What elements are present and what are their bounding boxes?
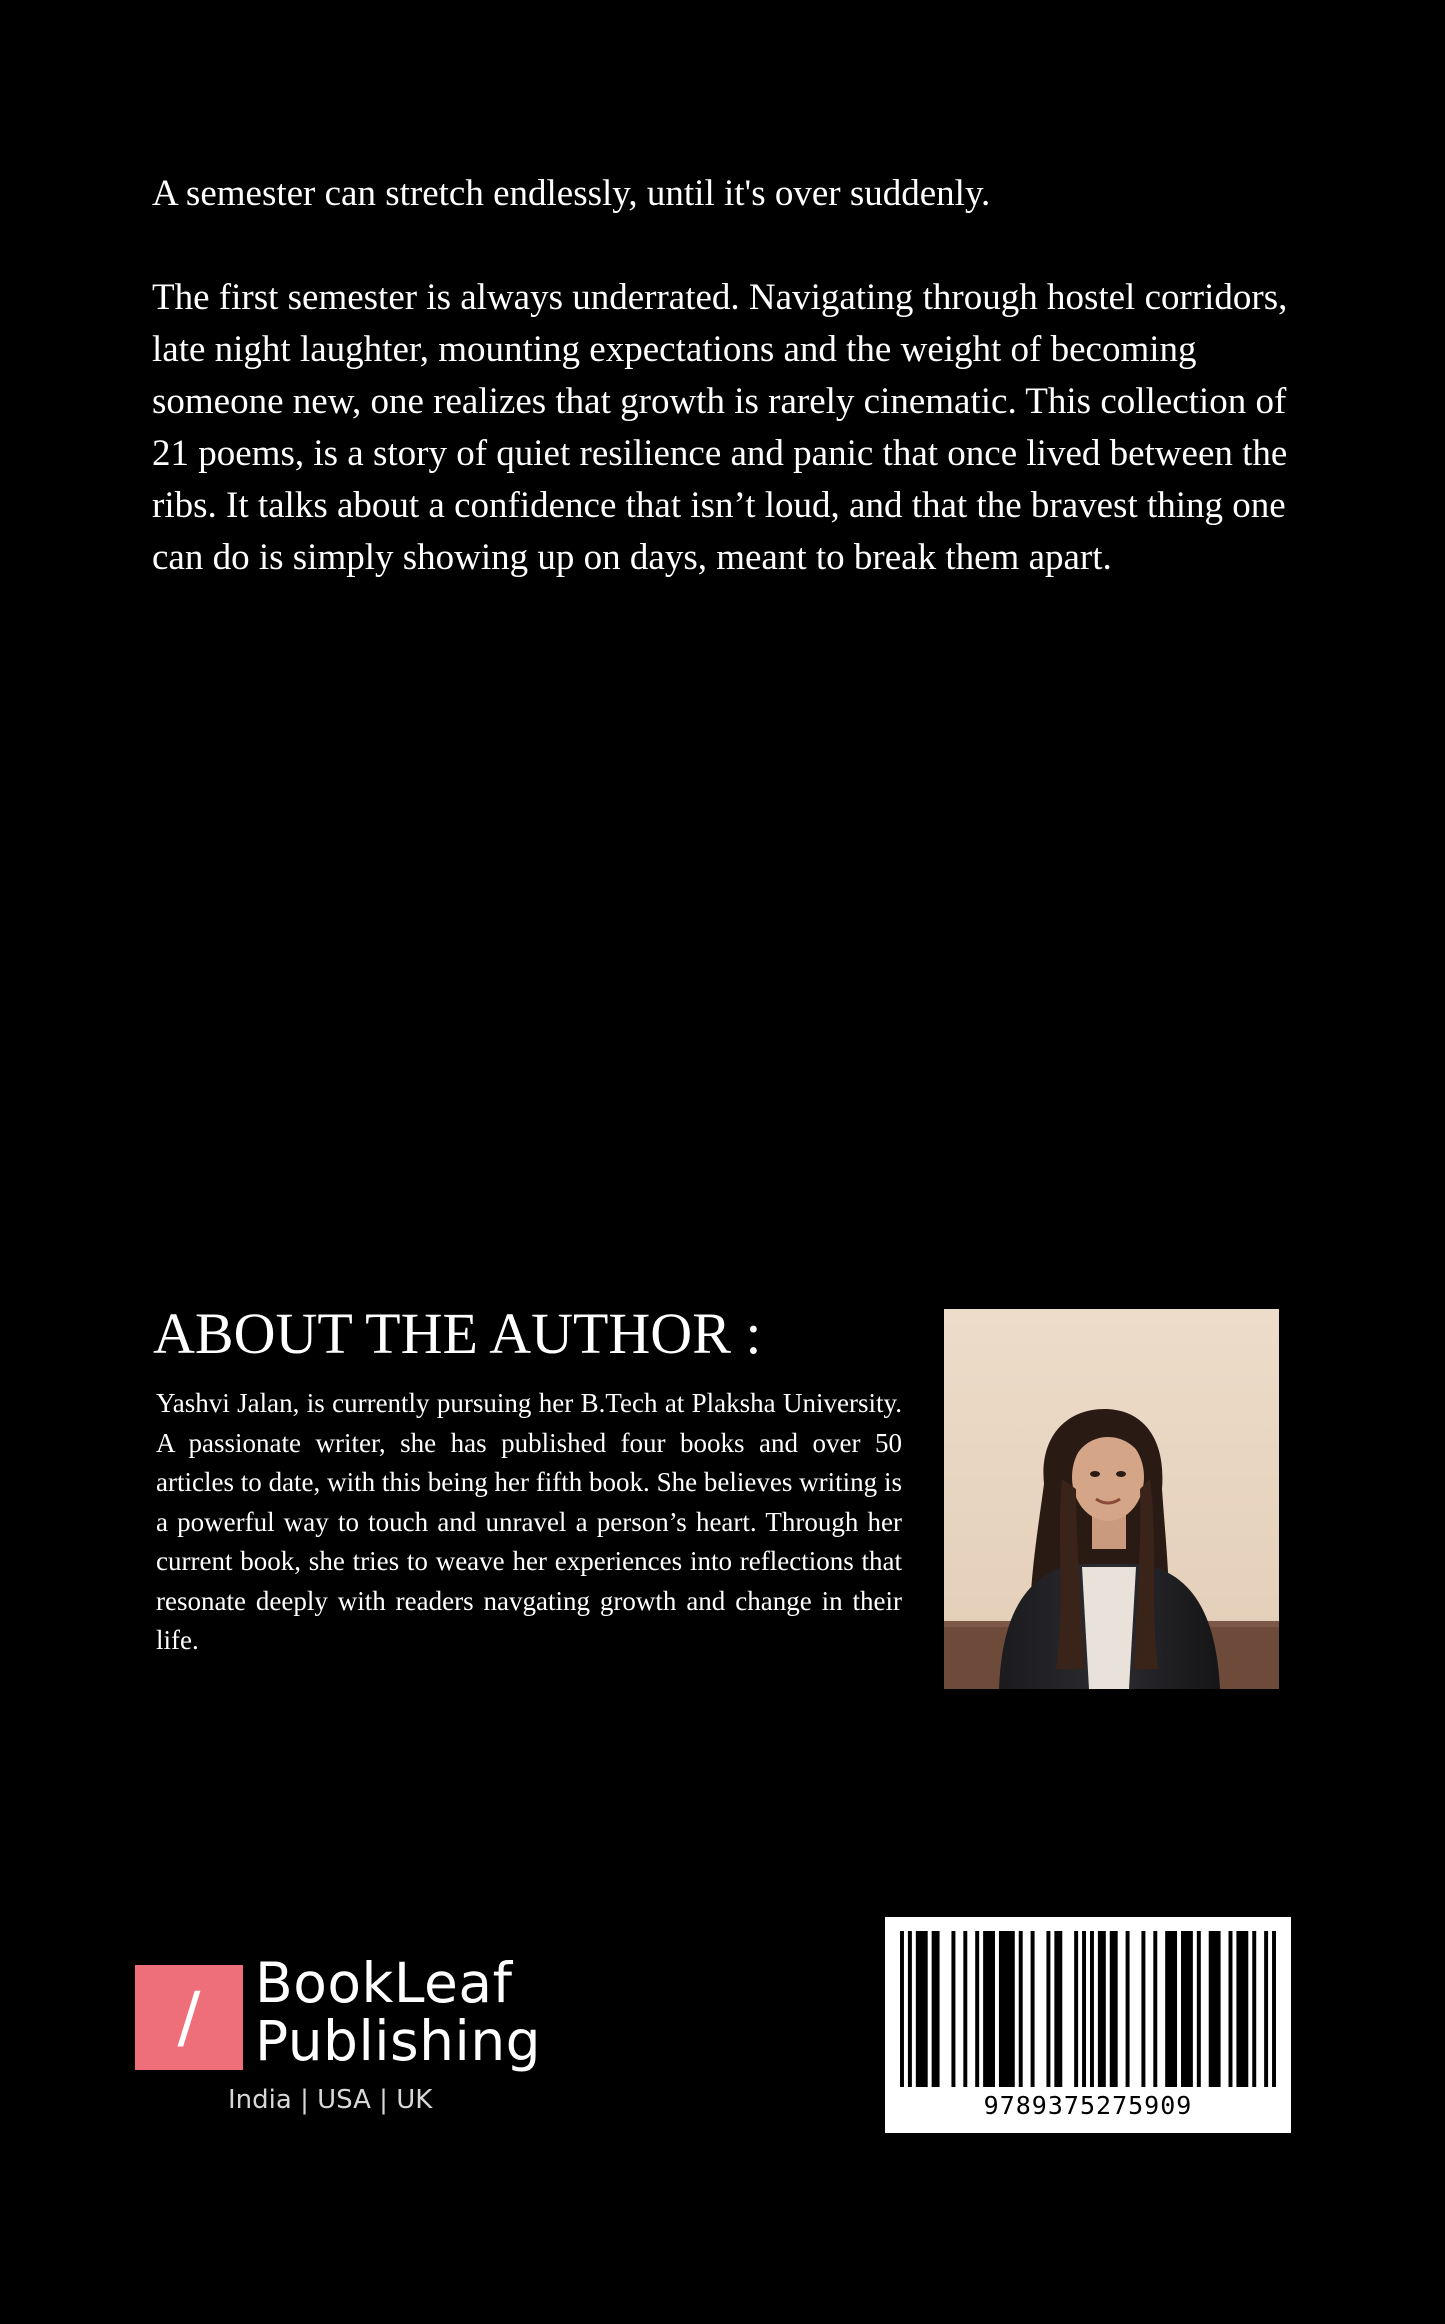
barcode-bar bbox=[1209, 1931, 1221, 2087]
barcode-bar bbox=[1098, 1931, 1106, 2087]
barcode-bar bbox=[1074, 1931, 1078, 2087]
isbn-barcode bbox=[885, 1917, 1291, 2133]
barcode-bar bbox=[975, 1931, 979, 2087]
barcode-bar bbox=[983, 1931, 995, 2087]
barcode-bar bbox=[1126, 1931, 1130, 2087]
barcode-bars bbox=[900, 1931, 1276, 2087]
back-cover-blurb bbox=[152, 168, 1312, 584]
publisher-name-line2: Publishing bbox=[255, 2009, 542, 2073]
barcode-bar bbox=[1082, 1931, 1086, 2087]
blurb-tagline: A semester can stretch endlessly, until it's over suddenly. bbox=[152, 173, 991, 214]
barcode-bar bbox=[1181, 1931, 1193, 2087]
barcode-bar bbox=[1272, 1931, 1276, 2087]
barcode-bar bbox=[1031, 1931, 1035, 2087]
barcode-bar bbox=[963, 1931, 967, 2087]
barcode-bar bbox=[1054, 1931, 1062, 2087]
publisher-logo bbox=[135, 1951, 555, 2140]
barcode-bar bbox=[999, 1931, 1015, 2087]
publisher-locations: India | USA | UK bbox=[228, 2085, 433, 2115]
author-photo bbox=[944, 1309, 1279, 1689]
barcode-bar bbox=[1090, 1931, 1094, 2087]
about-author-heading: ABOUT THE AUTHOR : bbox=[153, 1301, 762, 1366]
barcode-bar bbox=[1141, 1931, 1145, 2087]
barcode-bar bbox=[908, 1931, 912, 2087]
barcode-bar bbox=[1236, 1931, 1248, 2087]
barcode-bar bbox=[916, 1931, 928, 2087]
barcode-bar bbox=[1019, 1931, 1023, 2087]
blurb-description: The first semester is always underrated. Navigating through hostel corridors, late night laughter, mounting expectations and the weight of becoming someone new, one realizes that growth is rarely cinematic. This collection of 21 poems, is a story of quiet resilience and panic that once lived between the ribs. It talks about a confidence that isn’t loud, and that the bravest thing one can do is simply showing up on days, meant to break them apart. bbox=[152, 277, 1288, 578]
barcode-bar bbox=[932, 1931, 940, 2087]
isbn-number: 9789375275909 bbox=[983, 2091, 1193, 2120]
publisher-name-line1: BookLeaf bbox=[255, 1951, 513, 2015]
barcode-bar bbox=[951, 1931, 955, 2087]
publisher-logo-mark bbox=[135, 1965, 243, 2070]
barcode-bar bbox=[900, 1931, 904, 2087]
barcode-bar bbox=[1046, 1931, 1050, 2087]
barcode-bar bbox=[1197, 1931, 1201, 2087]
barcode-bar bbox=[1252, 1931, 1256, 2087]
slash-icon: / bbox=[177, 1978, 201, 2057]
barcode-bar bbox=[1165, 1931, 1177, 2087]
barcode-bar bbox=[1264, 1931, 1268, 2087]
barcode-bar bbox=[1229, 1931, 1233, 2087]
barcode-bar bbox=[1153, 1931, 1157, 2087]
barcode-bar bbox=[1110, 1931, 1118, 2087]
author-bio: Yashvi Jalan, is currently pursuing her B.Tech at Plaksha University. A passionate writer, she has published four books and over 50 articles to date, with this being her fifth book. She believes writing is a powerful way to touch and unravel a person’s heart. Through her current book, she tries to weave her experiences into reflections that resonate deeply with readers navgating growth and change in their life. bbox=[156, 1388, 902, 1655]
